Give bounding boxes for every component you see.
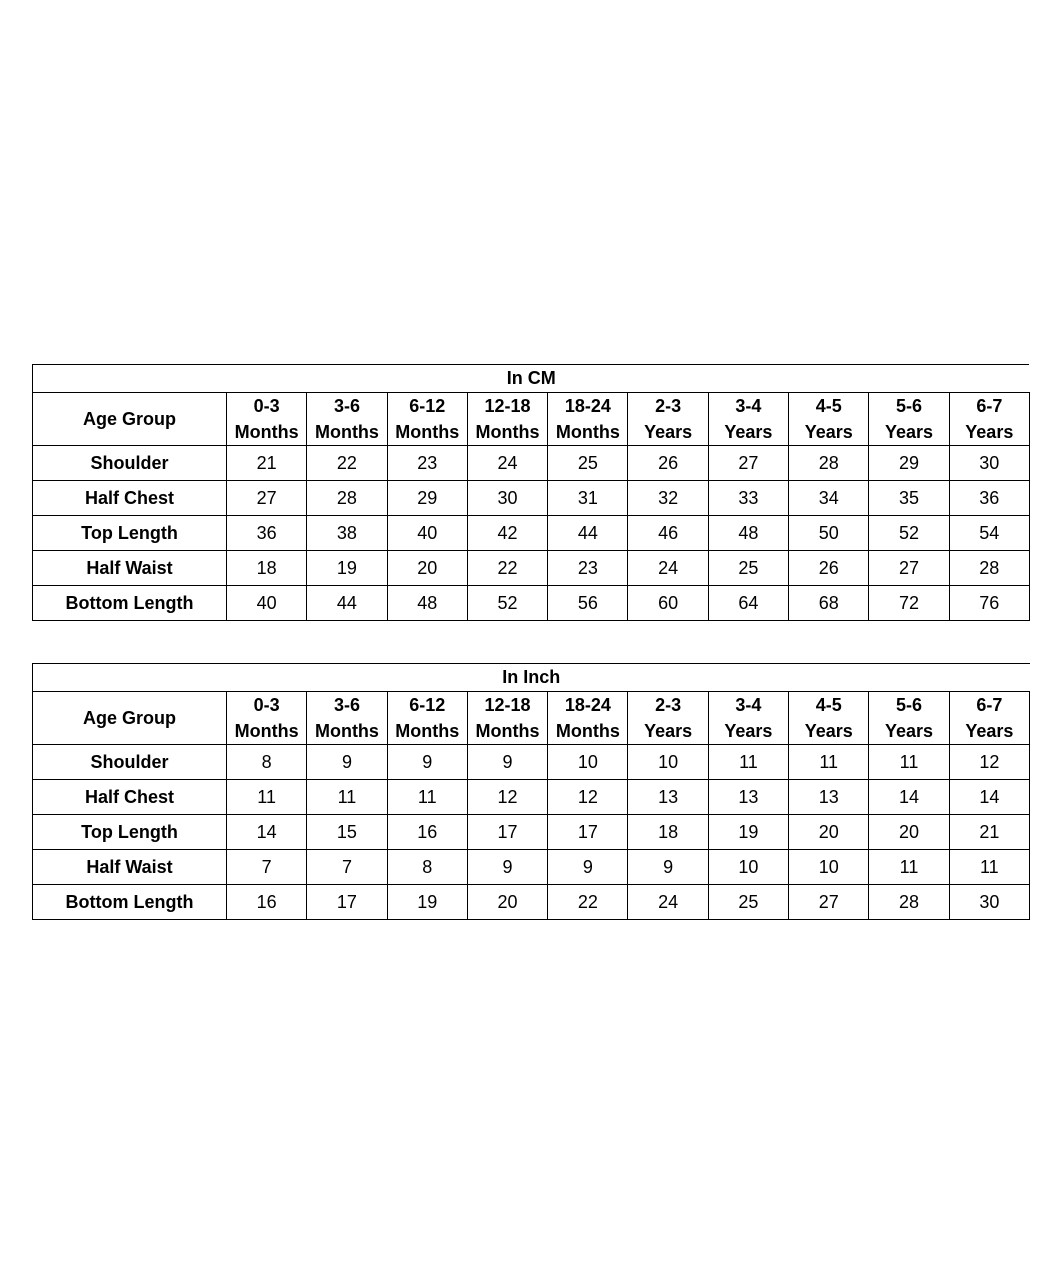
measurement-value: 29 bbox=[869, 446, 949, 481]
age-column-header bbox=[227, 692, 307, 745]
measurement-value: 16 bbox=[227, 885, 307, 920]
age-column-header bbox=[789, 692, 869, 745]
measurement-value: 10 bbox=[789, 850, 869, 885]
measurement-value: 23 bbox=[548, 551, 628, 586]
measurement-value: 52 bbox=[869, 516, 949, 551]
table-row bbox=[33, 780, 1030, 815]
age-range-label: 6-12 bbox=[409, 695, 446, 715]
measurement-value: 24 bbox=[628, 551, 708, 586]
table-row bbox=[33, 745, 1030, 780]
measurement-value: 50 bbox=[789, 516, 869, 551]
measurement-value: 24 bbox=[467, 446, 547, 481]
measurement-value: 52 bbox=[467, 586, 547, 621]
measurement-value: 32 bbox=[628, 481, 708, 516]
measurement-value: 17 bbox=[467, 815, 547, 850]
age-unit-label: Months bbox=[234, 721, 299, 741]
measurement-value: 54 bbox=[949, 516, 1029, 551]
measurement-value: 11 bbox=[869, 745, 949, 780]
age-range-label: 3-6 bbox=[333, 695, 360, 715]
measurement-value: 9 bbox=[387, 745, 467, 780]
measurement-value: 30 bbox=[949, 885, 1029, 920]
table-row bbox=[33, 850, 1030, 885]
age-range-label: 4-5 bbox=[815, 396, 842, 416]
age-column-header bbox=[869, 393, 949, 446]
measurement-value: 9 bbox=[467, 745, 547, 780]
age-range-label: 5-6 bbox=[896, 396, 923, 416]
age-range-label: 18-24 bbox=[564, 695, 611, 715]
measurement-value: 19 bbox=[708, 815, 788, 850]
size-chart-inch-table bbox=[32, 663, 1030, 920]
age-range-label: 6-7 bbox=[976, 396, 1003, 416]
age-column-header bbox=[628, 393, 708, 446]
measurement-value: 8 bbox=[227, 745, 307, 780]
measurement-value: 44 bbox=[548, 516, 628, 551]
measurement-value: 22 bbox=[307, 446, 387, 481]
measurement-value: 27 bbox=[869, 551, 949, 586]
age-unit-label: Years bbox=[884, 721, 934, 741]
age-unit-label: Months bbox=[395, 721, 460, 741]
age-unit-label: Months bbox=[314, 422, 379, 442]
measurement-label: Bottom Length bbox=[33, 586, 227, 621]
measurement-value: 10 bbox=[708, 850, 788, 885]
age-unit-label: Years bbox=[965, 721, 1014, 741]
measurement-value: 72 bbox=[869, 586, 949, 621]
age-range-label: 4-5 bbox=[815, 695, 842, 715]
measurement-label: Top Length bbox=[33, 516, 227, 551]
table-row bbox=[33, 446, 1030, 481]
age-unit-label: Months bbox=[475, 422, 540, 442]
table-body bbox=[33, 664, 1030, 920]
measurement-value: 22 bbox=[467, 551, 547, 586]
measurement-value: 19 bbox=[387, 885, 467, 920]
measurement-value: 27 bbox=[227, 481, 307, 516]
size-chart-cm-table bbox=[32, 364, 1030, 621]
age-range-label: 2-3 bbox=[655, 695, 682, 715]
measurement-value: 31 bbox=[548, 481, 628, 516]
age-column-header bbox=[869, 692, 949, 745]
age-column-header bbox=[628, 692, 708, 745]
age-range-label: 2-3 bbox=[655, 396, 682, 416]
measurement-value: 21 bbox=[227, 446, 307, 481]
age-unit-label: Years bbox=[804, 721, 853, 741]
measurement-value: 38 bbox=[307, 516, 387, 551]
age-column-header bbox=[467, 393, 547, 446]
measurement-value: 68 bbox=[789, 586, 869, 621]
age-unit-label: Years bbox=[965, 422, 1014, 442]
measurement-value: 8 bbox=[387, 850, 467, 885]
measurement-value: 30 bbox=[467, 481, 547, 516]
measurement-value: 20 bbox=[387, 551, 467, 586]
measurement-value: 26 bbox=[789, 551, 869, 586]
age-unit-label: Months bbox=[314, 721, 379, 741]
measurement-value: 11 bbox=[789, 745, 869, 780]
age-column-header bbox=[548, 393, 628, 446]
measurement-value: 27 bbox=[708, 446, 788, 481]
measurement-value: 28 bbox=[949, 551, 1029, 586]
measurement-value: 12 bbox=[467, 780, 547, 815]
measurement-value: 28 bbox=[307, 481, 387, 516]
measurement-value: 13 bbox=[628, 780, 708, 815]
table-row bbox=[33, 885, 1030, 920]
measurement-value: 10 bbox=[548, 745, 628, 780]
measurement-value: 13 bbox=[789, 780, 869, 815]
age-group-header: Age Group bbox=[33, 393, 227, 446]
measurement-value: 14 bbox=[949, 780, 1029, 815]
age-unit-label: Years bbox=[644, 422, 693, 442]
table-body bbox=[33, 365, 1030, 621]
age-unit-label: Years bbox=[804, 422, 853, 442]
measurement-value: 18 bbox=[227, 551, 307, 586]
measurement-value: 9 bbox=[628, 850, 708, 885]
measurement-value: 36 bbox=[949, 481, 1029, 516]
measurement-value: 22 bbox=[548, 885, 628, 920]
measurement-value: 20 bbox=[789, 815, 869, 850]
age-range-label: 12-18 bbox=[484, 396, 531, 416]
age-column-header bbox=[548, 692, 628, 745]
measurement-value: 28 bbox=[869, 885, 949, 920]
age-group-header: Age Group bbox=[33, 692, 227, 745]
measurement-label: Half Waist bbox=[33, 551, 227, 586]
measurement-value: 16 bbox=[387, 815, 467, 850]
measurement-value: 44 bbox=[307, 586, 387, 621]
measurement-value: 24 bbox=[628, 885, 708, 920]
age-range-label: 0-3 bbox=[253, 695, 280, 715]
measurement-label: Half Chest bbox=[33, 780, 227, 815]
age-column-header bbox=[467, 692, 547, 745]
age-column-header bbox=[949, 393, 1029, 446]
table-row bbox=[33, 481, 1030, 516]
age-column-header bbox=[307, 692, 387, 745]
measurement-value: 28 bbox=[789, 446, 869, 481]
measurement-value: 26 bbox=[628, 446, 708, 481]
measurement-value: 33 bbox=[708, 481, 788, 516]
age-unit-label: Months bbox=[555, 422, 620, 442]
measurement-value: 56 bbox=[548, 586, 628, 621]
measurement-label: Top Length bbox=[33, 815, 227, 850]
age-unit-label: Years bbox=[644, 721, 693, 741]
age-range-label: 5-6 bbox=[896, 695, 923, 715]
age-unit-label: Years bbox=[724, 721, 773, 741]
age-range-label: 3-6 bbox=[333, 396, 360, 416]
age-unit-label: Months bbox=[555, 721, 620, 741]
measurement-label: Shoulder bbox=[33, 446, 227, 481]
measurement-value: 60 bbox=[628, 586, 708, 621]
measurement-value: 19 bbox=[307, 551, 387, 586]
measurement-value: 48 bbox=[708, 516, 788, 551]
age-range-label: 6-7 bbox=[976, 695, 1003, 715]
age-range-label: 3-4 bbox=[735, 396, 762, 416]
age-column-header bbox=[307, 393, 387, 446]
measurement-value: 11 bbox=[227, 780, 307, 815]
table-row bbox=[33, 586, 1030, 621]
table-header-row bbox=[33, 393, 1030, 446]
table-title-row bbox=[33, 664, 1030, 692]
measurement-value: 9 bbox=[307, 745, 387, 780]
measurement-value: 12 bbox=[548, 780, 628, 815]
age-column-header bbox=[708, 393, 788, 446]
measurement-value: 25 bbox=[548, 446, 628, 481]
measurement-value: 13 bbox=[708, 780, 788, 815]
measurement-value: 40 bbox=[227, 586, 307, 621]
measurement-value: 29 bbox=[387, 481, 467, 516]
measurement-value: 11 bbox=[307, 780, 387, 815]
age-column-header bbox=[387, 692, 467, 745]
age-range-label: 18-24 bbox=[564, 396, 611, 416]
measurement-value: 7 bbox=[227, 850, 307, 885]
age-unit-label: Months bbox=[475, 721, 540, 741]
measurement-value: 11 bbox=[387, 780, 467, 815]
table-row bbox=[33, 516, 1030, 551]
age-unit-label: Years bbox=[724, 422, 773, 442]
measurement-value: 10 bbox=[628, 745, 708, 780]
measurement-label: Bottom Length bbox=[33, 885, 227, 920]
age-range-label: 0-3 bbox=[253, 396, 280, 416]
age-unit-label: Months bbox=[395, 422, 460, 442]
age-column-header bbox=[708, 692, 788, 745]
measurement-value: 17 bbox=[548, 815, 628, 850]
age-column-header bbox=[227, 393, 307, 446]
measurement-value: 11 bbox=[708, 745, 788, 780]
table-title: In Inch bbox=[33, 664, 1030, 692]
age-column-header bbox=[949, 692, 1029, 745]
age-column-header bbox=[789, 393, 869, 446]
measurement-value: 23 bbox=[387, 446, 467, 481]
measurement-value: 15 bbox=[307, 815, 387, 850]
measurement-value: 40 bbox=[387, 516, 467, 551]
measurement-value: 7 bbox=[307, 850, 387, 885]
measurement-value: 76 bbox=[949, 586, 1029, 621]
measurement-value: 64 bbox=[708, 586, 788, 621]
measurement-label: Half Chest bbox=[33, 481, 227, 516]
table-header-row bbox=[33, 692, 1030, 745]
age-column-header bbox=[387, 393, 467, 446]
measurement-label: Shoulder bbox=[33, 745, 227, 780]
measurement-value: 9 bbox=[467, 850, 547, 885]
measurement-value: 35 bbox=[869, 481, 949, 516]
measurement-value: 25 bbox=[708, 885, 788, 920]
measurement-value: 48 bbox=[387, 586, 467, 621]
measurement-value: 17 bbox=[307, 885, 387, 920]
measurement-value: 46 bbox=[628, 516, 708, 551]
measurement-value: 25 bbox=[708, 551, 788, 586]
measurement-value: 12 bbox=[949, 745, 1029, 780]
measurement-value: 11 bbox=[949, 850, 1029, 885]
age-range-label: 3-4 bbox=[735, 695, 762, 715]
table-row bbox=[33, 815, 1030, 850]
table-row bbox=[33, 551, 1030, 586]
age-unit-label: Months bbox=[234, 422, 299, 442]
age-range-label: 12-18 bbox=[484, 695, 531, 715]
table-title: In CM bbox=[33, 365, 1030, 393]
measurement-value: 11 bbox=[869, 850, 949, 885]
measurement-value: 27 bbox=[789, 885, 869, 920]
measurement-value: 21 bbox=[949, 815, 1029, 850]
measurement-value: 20 bbox=[467, 885, 547, 920]
measurement-value: 42 bbox=[467, 516, 547, 551]
measurement-value: 14 bbox=[869, 780, 949, 815]
table-title-row bbox=[33, 365, 1030, 393]
age-range-label: 6-12 bbox=[409, 396, 446, 416]
measurement-value: 18 bbox=[628, 815, 708, 850]
measurement-value: 9 bbox=[548, 850, 628, 885]
measurement-value: 36 bbox=[227, 516, 307, 551]
measurement-value: 34 bbox=[789, 481, 869, 516]
measurement-value: 20 bbox=[869, 815, 949, 850]
measurement-label: Half Waist bbox=[33, 850, 227, 885]
measurement-value: 30 bbox=[949, 446, 1029, 481]
age-unit-label: Years bbox=[884, 422, 934, 442]
measurement-value: 14 bbox=[227, 815, 307, 850]
